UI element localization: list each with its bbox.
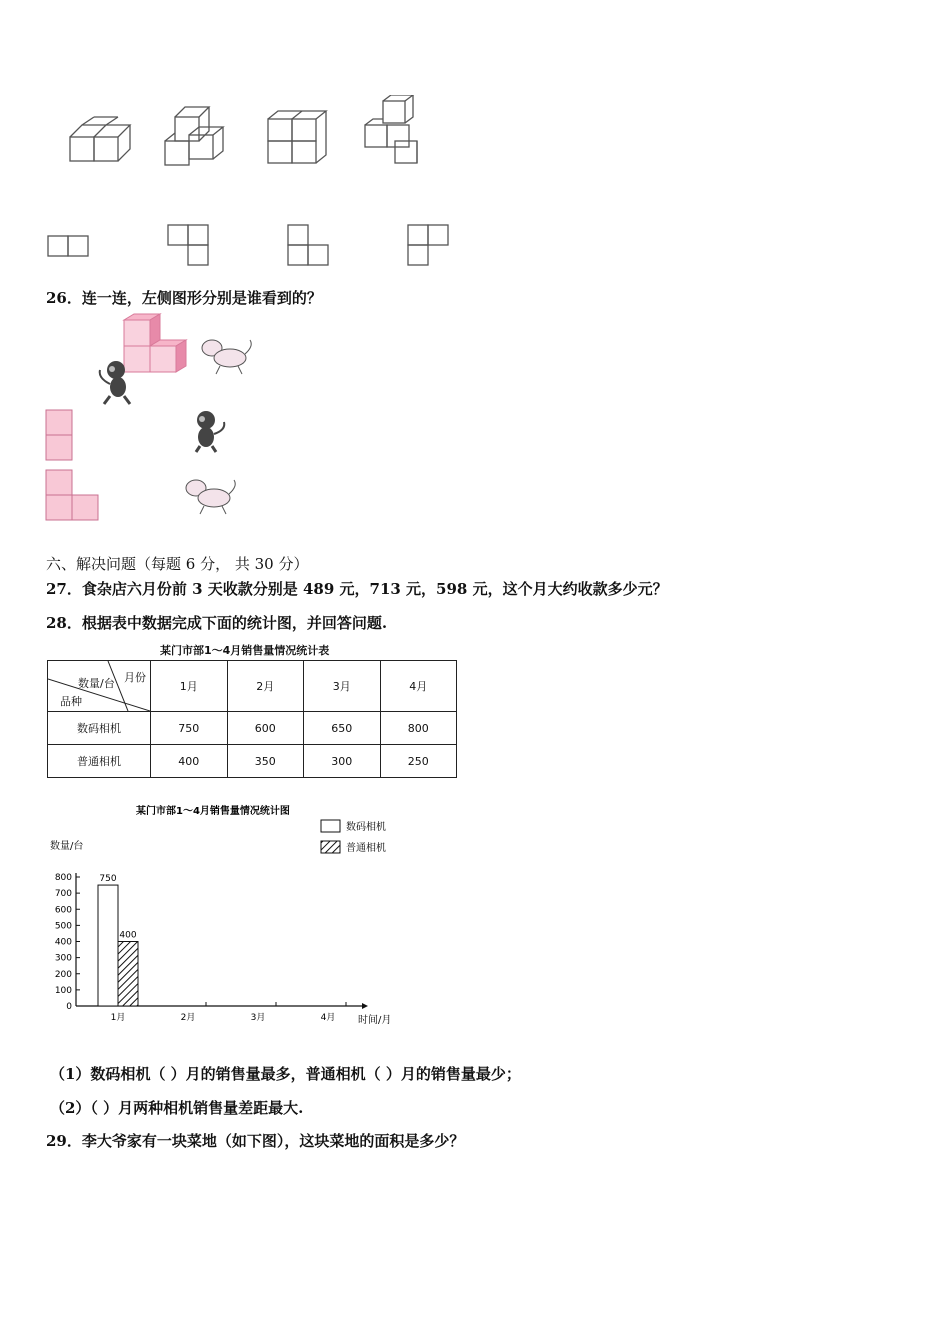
bar-data-label: 750 bbox=[99, 874, 117, 885]
bar-data-label: 400 bbox=[119, 930, 137, 941]
y-tick-label: 700 bbox=[54, 889, 72, 900]
corner-quantity: 数量/台 bbox=[78, 677, 115, 690]
table-cell: 300 bbox=[304, 745, 381, 778]
legend-swatch bbox=[321, 820, 340, 832]
question-28: 28．根据表中数据完成下面的统计图，并回答问题. bbox=[46, 614, 388, 632]
flat-view-4 bbox=[408, 225, 448, 265]
y-tick-label: 300 bbox=[54, 953, 72, 964]
table-corner-cell bbox=[48, 661, 151, 712]
table-cell: 350 bbox=[227, 745, 304, 778]
row-label: 普通相机 bbox=[48, 745, 151, 778]
chart-title: 某门市部1～4月销售量情况统计图 bbox=[136, 806, 290, 817]
question-29: 29．李大爷家有一块菜地（如下图），这块菜地的面积是多少？ bbox=[46, 1132, 465, 1150]
bar bbox=[118, 942, 138, 1007]
table-row bbox=[48, 745, 457, 778]
cube-solid-1 bbox=[70, 117, 130, 161]
flat-view-1 bbox=[48, 236, 88, 256]
option-view-column bbox=[46, 410, 72, 460]
col-header: 3月 bbox=[304, 661, 381, 712]
table-cell: 750 bbox=[151, 712, 228, 745]
legend-label: 数码相机 bbox=[346, 822, 386, 833]
question-26: 26．连一连，左侧图形分别是谁看到的？ bbox=[46, 289, 322, 307]
x-tick-label: 4月 bbox=[320, 1013, 336, 1023]
flat-views-row bbox=[40, 222, 460, 272]
q26-figure bbox=[40, 312, 270, 532]
x-axis-label: 时间/月 bbox=[358, 1015, 392, 1026]
cube-solid-3 bbox=[268, 111, 326, 163]
bar bbox=[98, 885, 118, 1006]
section-heading: 六、解决问题（每题 6 分， 共 30 分） bbox=[46, 555, 309, 573]
bars bbox=[98, 874, 138, 1006]
table-title: 某门市部1～4月销售量情况统计表 bbox=[160, 644, 330, 657]
y-tick-label: 0 bbox=[66, 1002, 72, 1012]
col-header: 1月 bbox=[151, 661, 228, 712]
table-row bbox=[48, 712, 457, 745]
col-header: 4月 bbox=[380, 661, 457, 712]
y-tick-label: 800 bbox=[54, 873, 72, 883]
legend-swatch bbox=[321, 841, 340, 853]
legend bbox=[321, 820, 386, 854]
question-27: 27．食杂店六月份前 3 天收款分别是 489 元，713 元，598 元，这个月大约收款多少元？ bbox=[46, 580, 668, 598]
option-view-l-shape bbox=[46, 470, 98, 520]
flat-view-3 bbox=[288, 225, 328, 265]
x-categories bbox=[111, 1002, 346, 1023]
corner-variety: 品种 bbox=[60, 695, 82, 708]
q28-sub2: （2）（ ）月两种相机销售量差距最大. bbox=[50, 1099, 304, 1117]
dog-icon bbox=[202, 340, 251, 374]
legend-label: 普通相机 bbox=[346, 843, 386, 854]
monkey-icon bbox=[196, 411, 224, 452]
flat-view-2 bbox=[168, 225, 208, 265]
y-tick-label: 600 bbox=[54, 905, 72, 916]
row-label: 数码相机 bbox=[48, 712, 151, 745]
table-cell: 650 bbox=[304, 712, 381, 745]
cube-solids-row bbox=[60, 95, 440, 175]
corner-month: 月份 bbox=[124, 671, 146, 684]
x-tick-label: 3月 bbox=[250, 1013, 266, 1023]
dog-icon bbox=[186, 480, 235, 514]
y-tick-label: 200 bbox=[54, 969, 72, 980]
y-axis-label: 数量/台 bbox=[50, 841, 84, 852]
cube-solid-2 bbox=[165, 107, 223, 165]
table-cell: 800 bbox=[380, 712, 457, 745]
col-header: 2月 bbox=[227, 661, 304, 712]
bar-chart bbox=[40, 798, 410, 1034]
x-axis-arrow bbox=[362, 1003, 368, 1009]
y-tick-label: 500 bbox=[54, 921, 72, 932]
pink-cube-stack bbox=[124, 314, 186, 372]
y-tick-label: 100 bbox=[54, 985, 72, 996]
table-cell: 400 bbox=[151, 745, 228, 778]
q28-sub1: （1）数码相机（ ）月的销售量最多，普通相机（ ）月的销售量最少； bbox=[50, 1065, 521, 1083]
x-tick-label: 1月 bbox=[110, 1013, 126, 1023]
cube-solid-4 bbox=[365, 95, 417, 163]
sales-table bbox=[47, 660, 457, 778]
table-cell: 600 bbox=[227, 712, 304, 745]
y-tick-label: 400 bbox=[54, 937, 72, 948]
table-cell: 250 bbox=[380, 745, 457, 778]
x-tick-label: 2月 bbox=[180, 1013, 196, 1023]
